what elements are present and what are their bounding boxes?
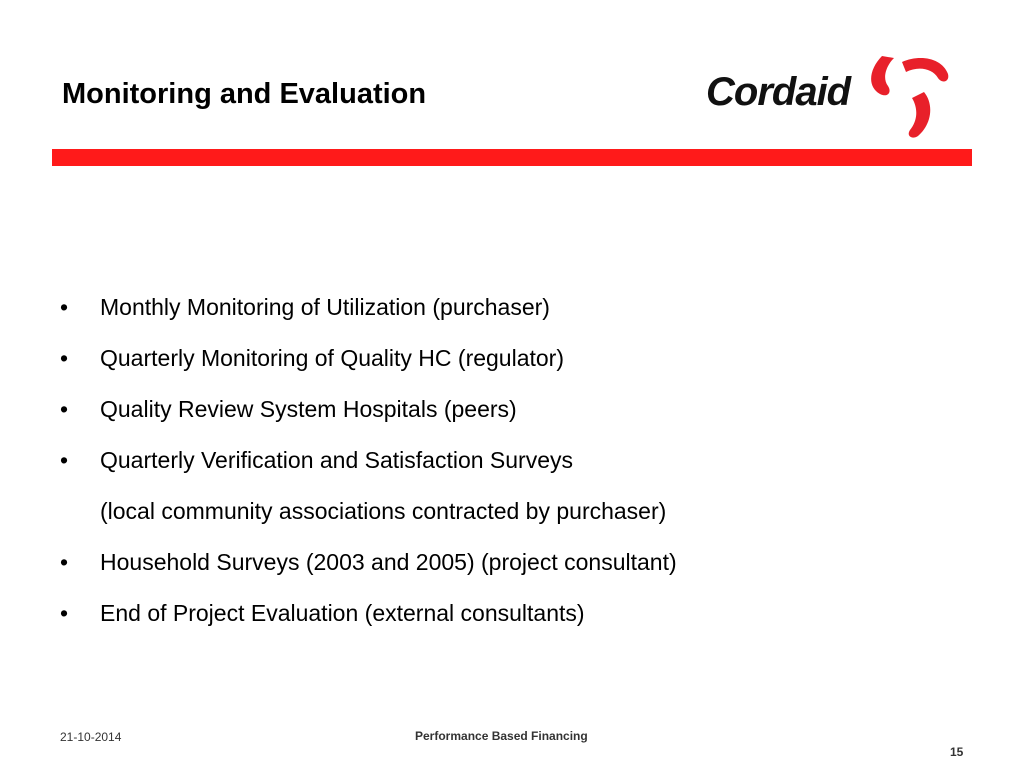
list-item <box>60 486 677 537</box>
bullet-marker: • <box>60 345 69 371</box>
page-number: 15 <box>950 745 964 759</box>
list-item <box>60 384 677 435</box>
list-item-text: (local community associations contracted by purchaser) <box>100 498 667 524</box>
list-item <box>60 282 677 333</box>
bullet-marker: • <box>60 600 69 626</box>
logo-wordmark: Cordaid <box>706 70 851 114</box>
footer-date: 21-10-2014 <box>60 730 122 744</box>
bullet-marker: • <box>60 294 69 320</box>
list-item-text: Quality Review System Hospitals (peers) <box>100 396 517 422</box>
list-item-text: End of Project Evaluation (external consultants) <box>100 600 585 626</box>
title-divider-bar <box>52 149 972 166</box>
list-item-text: Quarterly Verification and Satisfaction Surveys <box>100 447 574 473</box>
list-item <box>60 537 677 588</box>
footer-title: Performance Based Financing <box>415 729 588 743</box>
bullet-marker: • <box>60 396 69 422</box>
list-item <box>60 435 677 486</box>
cordaid-logo <box>684 30 972 150</box>
bullet-marker: • <box>60 447 69 473</box>
list-item-text: Quarterly Monitoring of Quality HC (regulator) <box>100 345 564 371</box>
list-item-text: Household Surveys (2003 and 2005) (project consultant) <box>100 549 677 575</box>
bullet-marker: • <box>60 549 69 575</box>
slide-title: Monitoring and Evaluation <box>62 78 427 110</box>
cordaid-symbol-icon <box>862 48 952 144</box>
list-item <box>60 333 677 384</box>
list-item-text: Monthly Monitoring of Utilization (purchaser) <box>100 294 550 320</box>
bullet-list <box>60 282 677 639</box>
list-item <box>60 588 677 639</box>
